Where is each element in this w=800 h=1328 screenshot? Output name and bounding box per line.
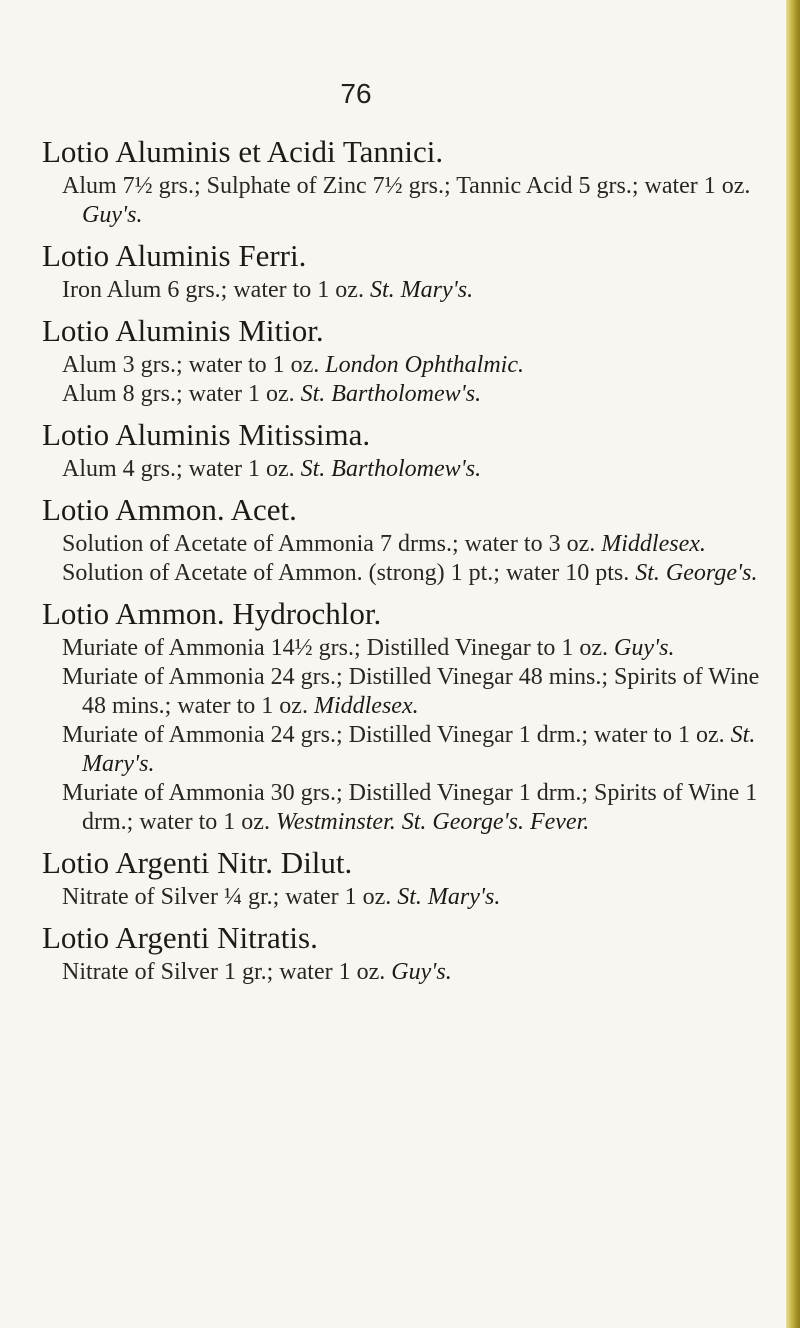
prescription-line (62, 779, 782, 837)
prescription-text: Alum 8 grs.; water 1 oz. (62, 381, 295, 407)
entry (42, 918, 782, 987)
prescription-text: Muriate of Ammonia 14½ grs.; Distilled Vinegar to 1 oz. (62, 635, 609, 661)
prescription-source: Guy's. (82, 202, 143, 228)
entry-title: Lotio Aluminis Mitissima. (42, 417, 371, 452)
prescription-line (62, 351, 782, 380)
prescription-source: London Ophthalmic. (325, 352, 524, 378)
prescription-text: Solution of Acetate of Ammon. (strong) 1 pt.; water 10 pts. (62, 560, 630, 586)
prescription-text: Alum 3 grs.; water to 1 oz. (62, 352, 320, 378)
prescription-source: Guy's. (614, 635, 675, 661)
prescription-line (62, 172, 782, 230)
prescription-source: St. Mary's. (82, 722, 756, 777)
prescription-source: Guy's. (391, 959, 452, 985)
prescription-line (62, 721, 782, 779)
prescription-text: Muriate of Ammonia 24 grs.; Distilled Vinegar 1 drm.; water to 1 oz. (62, 722, 725, 748)
prescription-text: Muriate of Ammonia 30 grs.; Distilled Vinegar 1 drm.; Spirits of Wine 1 drm.; water to 1 oz. (62, 780, 758, 835)
entry-title: Lotio Ammon. Hydrochlor. (42, 596, 382, 631)
entry-title: Lotio Argenti Nitratis. (42, 920, 318, 955)
page-number: 76 (340, 78, 372, 109)
entry (42, 311, 782, 409)
entry (42, 594, 782, 837)
prescription-line (62, 883, 782, 912)
prescription-line (62, 380, 782, 409)
prescription-text: Nitrate of Silver ¼ gr.; water 1 oz. (62, 884, 392, 910)
prescription-source: Middlesex. (601, 531, 706, 557)
entry-title: Lotio Aluminis et Acidi Tannici. (42, 134, 444, 169)
prescription-line (62, 663, 782, 721)
entry-title: Lotio Ammon. Acet. (42, 492, 297, 527)
entry (42, 236, 782, 305)
entry (42, 132, 782, 230)
page-content (42, 132, 782, 993)
prescription-source: St. Mary's. (369, 277, 474, 303)
prescription-text: Alum 4 grs.; water 1 oz. (62, 456, 295, 482)
prescription-source: St. Bartholomew's. (300, 381, 482, 407)
prescription-text: Alum 7½ grs.; Sulphate of Zinc 7½ grs.; Tannic Acid 5 grs.; water 1 oz. (62, 173, 751, 199)
prescription-source: Middlesex. (313, 693, 419, 719)
prescription-text: Muriate of Ammonia 24 grs.; Distilled Vinegar 48 mins.; Spirits of Wine 48 mins.; water to 1 oz. (62, 664, 760, 719)
prescription-text: Nitrate of Silver 1 gr.; water 1 oz. (62, 959, 386, 985)
prescription-source: St. George's. (635, 560, 758, 586)
prescription-text: Solution of Acetate of Ammonia 7 drms.; water to 3 oz. (62, 531, 596, 557)
prescription-line (62, 634, 782, 663)
entry (42, 843, 782, 912)
prescription-line (62, 559, 782, 588)
entry (42, 490, 782, 588)
prescription-line (62, 455, 782, 484)
prescription-source: St. Mary's. (397, 884, 501, 910)
entry-title: Lotio Aluminis Ferri. (42, 238, 307, 273)
entry-title: Lotio Argenti Nitr. Dilut. (42, 845, 353, 880)
prescription-source: Westminster. St. George's. Fever. (275, 809, 590, 835)
gilt-page-edge (786, 0, 800, 1328)
prescription-line (62, 276, 782, 305)
prescription-line (62, 530, 782, 559)
entry (42, 415, 782, 484)
entry-title: Lotio Aluminis Mitior. (42, 313, 324, 348)
prescription-text: Iron Alum 6 grs.; water to 1 oz. (62, 277, 364, 303)
prescription-source: St. Bartholomew's. (300, 456, 482, 482)
prescription-line (62, 958, 782, 987)
